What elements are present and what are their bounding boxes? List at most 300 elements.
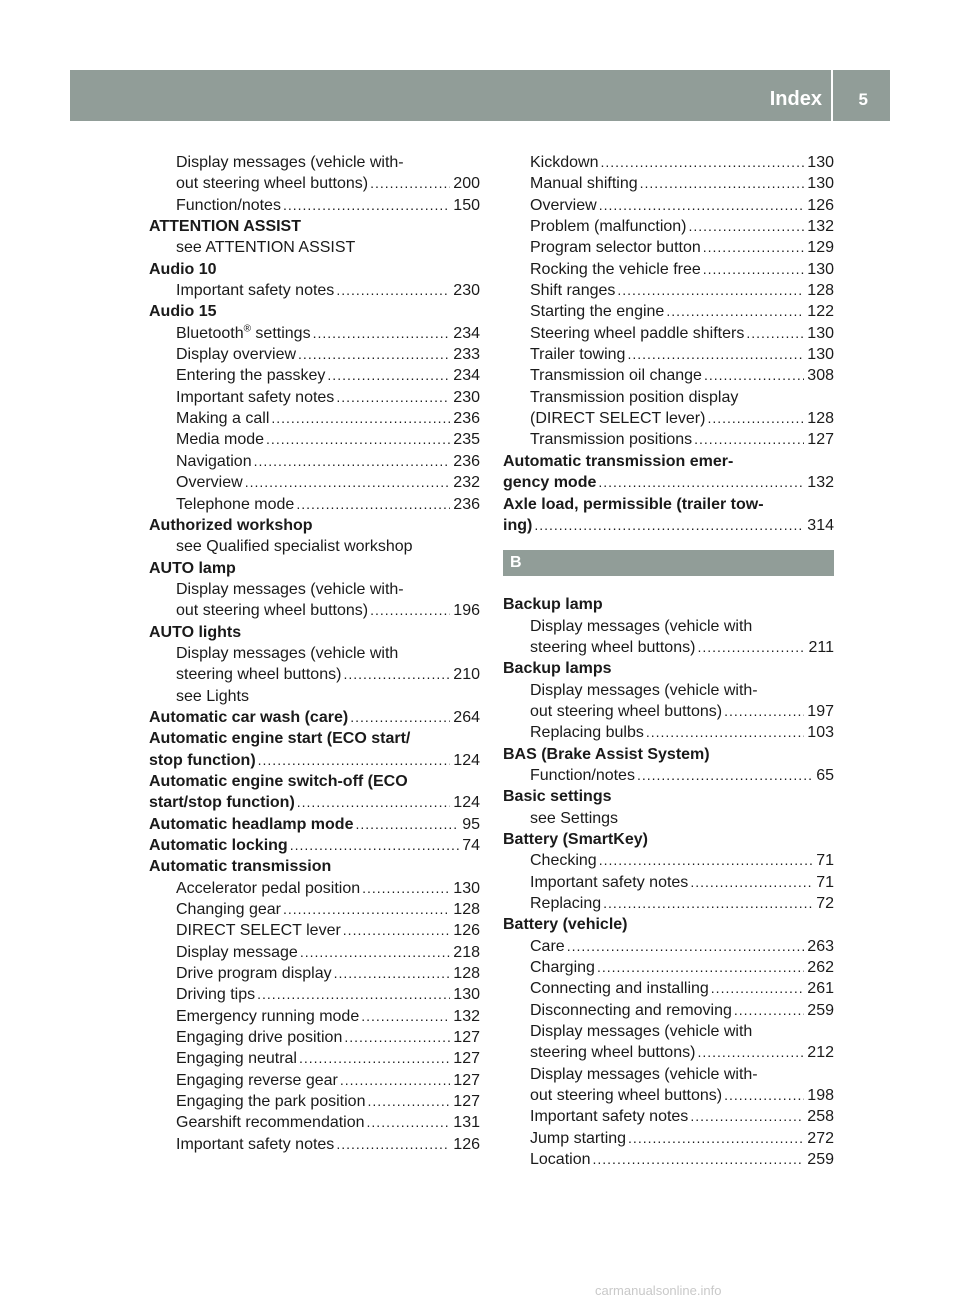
index-subentry bbox=[503, 344, 834, 365]
entry-label: out steering wheel buttons) bbox=[530, 702, 723, 720]
index-entry bbox=[149, 728, 480, 749]
entry-label: Steering wheel paddle shifters bbox=[530, 324, 745, 342]
entry-label: Care bbox=[530, 937, 565, 955]
entry-label: Connecting and installing bbox=[530, 980, 709, 998]
index-subentry bbox=[503, 301, 834, 322]
entry-label: Display messages (vehicle with- bbox=[530, 681, 758, 699]
page-reference: 130 bbox=[807, 175, 834, 193]
index-subentry bbox=[503, 173, 834, 194]
dot-leader bbox=[297, 792, 451, 813]
entry-label: AUTO lights bbox=[149, 623, 242, 641]
dot-leader bbox=[370, 600, 450, 621]
entry-label: Overview bbox=[530, 196, 597, 214]
page-title: Index bbox=[769, 88, 822, 110]
index-subentry bbox=[503, 152, 834, 173]
dot-leader bbox=[689, 216, 805, 237]
dot-leader bbox=[666, 301, 804, 322]
index-subentry bbox=[503, 637, 834, 658]
registered-mark: ® bbox=[243, 323, 251, 335]
index-subentry bbox=[149, 686, 480, 707]
entry-label: see Qualified specialist workshop bbox=[176, 538, 413, 556]
dot-leader bbox=[299, 1048, 450, 1069]
index-subentry bbox=[149, 429, 480, 450]
page-reference: 198 bbox=[807, 1087, 834, 1105]
index-subentry bbox=[503, 957, 834, 978]
index-subentry bbox=[503, 680, 834, 701]
index-column-right bbox=[503, 152, 834, 1170]
index-subentry bbox=[503, 978, 834, 999]
entry-label: Important safety notes bbox=[176, 388, 335, 406]
entry-label: Engaging neutral bbox=[176, 1050, 297, 1068]
entry-label: Transmission positions bbox=[530, 431, 693, 449]
dot-leader bbox=[707, 408, 804, 429]
index-entry bbox=[503, 472, 834, 493]
dot-leader bbox=[599, 850, 814, 871]
page-reference: 130 bbox=[807, 324, 834, 342]
page-reference: 126 bbox=[807, 196, 834, 214]
index-subentry bbox=[149, 899, 480, 920]
index-entry bbox=[149, 558, 480, 579]
dot-leader bbox=[598, 472, 804, 493]
index-entry bbox=[149, 515, 480, 536]
page-reference: 259 bbox=[807, 1001, 834, 1019]
index-entry bbox=[503, 451, 834, 472]
index-entry bbox=[149, 707, 480, 728]
page-reference: 261 bbox=[807, 980, 834, 998]
index-subentry bbox=[149, 173, 480, 194]
entry-label: Driving tips bbox=[176, 986, 256, 1004]
dot-leader bbox=[361, 1006, 450, 1027]
page-reference: 71 bbox=[816, 873, 834, 891]
entry-label: Automatic headlamp mode bbox=[149, 815, 354, 833]
index-subentry bbox=[149, 579, 480, 600]
entry-label: see Lights bbox=[176, 687, 249, 705]
index-subentry bbox=[503, 1149, 834, 1170]
entry-label: Display messages (vehicle with- bbox=[530, 1065, 758, 1083]
dot-leader bbox=[283, 899, 450, 920]
entry-label: Engaging reverse gear bbox=[176, 1071, 338, 1089]
index-entry bbox=[503, 786, 834, 807]
index-column-left bbox=[149, 152, 480, 1155]
entry-label: Display messages (vehicle with bbox=[530, 617, 753, 635]
index-subentry bbox=[503, 765, 834, 786]
entry-label-text: settings bbox=[250, 324, 311, 342]
dot-leader bbox=[597, 957, 804, 978]
index-entries-a-continued bbox=[503, 152, 834, 536]
dot-leader bbox=[734, 1000, 804, 1021]
dot-leader bbox=[266, 429, 450, 450]
entry-label: Program selector button bbox=[530, 239, 701, 257]
page-reference: 130 bbox=[807, 260, 834, 278]
index-subentry bbox=[503, 408, 834, 429]
dot-leader bbox=[567, 936, 805, 957]
index-subentry bbox=[503, 1021, 834, 1042]
dot-leader bbox=[257, 984, 450, 1005]
index-subentry bbox=[149, 472, 480, 493]
page-reference: 127 bbox=[453, 1071, 480, 1089]
index-entry bbox=[149, 792, 480, 813]
dot-leader bbox=[300, 942, 450, 963]
index-entry bbox=[503, 658, 834, 679]
entry-label: Function/notes bbox=[530, 766, 635, 784]
index-subentry bbox=[149, 387, 480, 408]
index-entry bbox=[503, 914, 834, 935]
page-reference: 272 bbox=[807, 1129, 834, 1147]
index-subentry bbox=[149, 1027, 480, 1048]
dot-leader bbox=[271, 408, 450, 429]
entry-label: start/stop function) bbox=[149, 794, 295, 812]
dot-leader bbox=[334, 963, 451, 984]
index-subentry bbox=[149, 536, 480, 557]
page-reference: 130 bbox=[453, 879, 480, 897]
entry-label: Navigation bbox=[176, 452, 252, 470]
dot-leader bbox=[703, 237, 805, 258]
dot-leader bbox=[697, 1042, 804, 1063]
page-reference: 236 bbox=[453, 452, 480, 470]
entry-label: Media mode bbox=[176, 431, 265, 449]
dot-leader bbox=[640, 173, 805, 194]
index-entry bbox=[503, 744, 834, 765]
index-subentry bbox=[149, 1134, 480, 1155]
page-reference: 95 bbox=[462, 815, 480, 833]
index-subentry bbox=[503, 1085, 834, 1106]
dot-leader bbox=[617, 280, 804, 301]
dot-leader bbox=[298, 344, 450, 365]
entry-label: Backup lamp bbox=[503, 596, 603, 614]
dot-leader bbox=[340, 1070, 450, 1091]
page-reference: 150 bbox=[453, 196, 480, 214]
dot-leader bbox=[336, 1134, 450, 1155]
index-subentry bbox=[149, 344, 480, 365]
index-entry bbox=[503, 494, 834, 515]
entry-label: Transmission oil change bbox=[530, 367, 702, 385]
entry-label: Display messages (vehicle with bbox=[176, 644, 399, 662]
index-entry bbox=[149, 622, 480, 643]
index-subentry bbox=[149, 664, 480, 685]
index-subentry bbox=[149, 942, 480, 963]
index-subentry bbox=[503, 850, 834, 871]
index-entry bbox=[149, 835, 480, 856]
entry-label: see ATTENTION ASSIST bbox=[176, 239, 356, 257]
page-reference: 126 bbox=[453, 1135, 480, 1153]
index-entry bbox=[149, 259, 480, 280]
page-reference: 211 bbox=[808, 638, 834, 656]
index-subentry bbox=[149, 963, 480, 984]
index-subentry bbox=[149, 408, 480, 429]
entry-label: Display messages (vehicle with bbox=[530, 1023, 753, 1041]
page-reference: 132 bbox=[807, 474, 834, 492]
entry-label: Starting the engine bbox=[530, 303, 665, 321]
entry-label: Basic settings bbox=[503, 788, 612, 806]
page-reference: 129 bbox=[807, 239, 834, 257]
entry-label: Emergency running mode bbox=[176, 1007, 360, 1025]
index-subentry bbox=[149, 1006, 480, 1027]
index-subentry bbox=[149, 152, 480, 173]
index-subentry bbox=[503, 616, 834, 637]
entry-label: Drive program display bbox=[176, 965, 332, 983]
page-reference: 218 bbox=[453, 943, 480, 961]
dot-leader bbox=[290, 835, 460, 856]
entry-label: Battery (SmartKey) bbox=[503, 830, 648, 848]
page-reference: 72 bbox=[816, 895, 834, 912]
page-reference: 262 bbox=[807, 959, 834, 977]
entry-label: Automatic car wash (care) bbox=[149, 708, 349, 726]
entry-label: Important safety notes bbox=[530, 1108, 689, 1126]
dot-leader bbox=[355, 814, 459, 835]
page-reference: 234 bbox=[453, 367, 480, 385]
index-entry bbox=[149, 216, 480, 237]
index-subentry bbox=[503, 259, 834, 280]
index-subentry bbox=[503, 323, 834, 344]
entry-label: ATTENTION ASSIST bbox=[149, 218, 301, 236]
dot-leader bbox=[724, 1085, 804, 1106]
entry-label: Display messages (vehicle with- bbox=[176, 154, 404, 171]
entry-label: Automatic transmission emer- bbox=[503, 452, 734, 470]
dot-leader bbox=[599, 195, 805, 216]
page-reference: 127 bbox=[453, 1029, 480, 1047]
index-subentry bbox=[503, 1042, 834, 1063]
index-subentry bbox=[149, 600, 480, 621]
dot-leader bbox=[343, 920, 451, 941]
page-reference: 258 bbox=[807, 1108, 834, 1126]
index-subentry bbox=[503, 872, 834, 893]
entry-label: steering wheel buttons) bbox=[530, 1044, 696, 1062]
entry-label: Trailer towing bbox=[530, 346, 626, 364]
page-reference: 71 bbox=[816, 852, 834, 870]
dot-leader bbox=[690, 1106, 804, 1127]
entry-label: Important safety notes bbox=[176, 1135, 335, 1153]
entry-label: steering wheel buttons) bbox=[530, 638, 696, 656]
dot-leader bbox=[370, 173, 450, 194]
section-letter: B bbox=[510, 554, 522, 572]
dot-leader bbox=[697, 637, 805, 658]
index-subentry bbox=[149, 643, 480, 664]
dot-leader bbox=[593, 1149, 805, 1170]
page-reference: 128 bbox=[807, 410, 834, 428]
entry-label: Jump starting bbox=[530, 1129, 627, 1147]
index-entry bbox=[149, 771, 480, 792]
index-subentry bbox=[149, 237, 480, 258]
index-subentry bbox=[149, 280, 480, 301]
entry-label: Axle load, permissible (trailer tow- bbox=[503, 495, 764, 513]
entry-label: DIRECT SELECT lever bbox=[176, 922, 341, 940]
page-reference: 127 bbox=[453, 1050, 480, 1068]
entry-label: Function/notes bbox=[176, 196, 281, 214]
entry-label: (DIRECT SELECT lever) bbox=[530, 410, 706, 428]
entry-label: Gearshift recommendation bbox=[176, 1114, 365, 1132]
index-subentry bbox=[149, 1048, 480, 1069]
page-reference: 263 bbox=[807, 937, 834, 955]
page-reference: 314 bbox=[807, 516, 834, 534]
page-reference: 132 bbox=[453, 1007, 480, 1025]
dot-leader bbox=[362, 878, 450, 899]
entry-label: stop function) bbox=[149, 751, 256, 769]
index-subentry bbox=[503, 1064, 834, 1085]
index-subentry bbox=[503, 387, 834, 408]
entry-label bbox=[176, 323, 311, 344]
entry-label: BAS (Brake Assist System) bbox=[503, 745, 710, 763]
entry-label: Automatic engine start (ECO start/ bbox=[149, 730, 411, 748]
page-reference: 235 bbox=[453, 431, 480, 449]
page-reference: 236 bbox=[453, 410, 480, 428]
entry-label: out steering wheel buttons) bbox=[530, 1087, 723, 1105]
page-reference: 131 bbox=[453, 1114, 480, 1132]
index-subentry bbox=[503, 1000, 834, 1021]
page-reference: 200 bbox=[453, 175, 480, 193]
dot-leader bbox=[336, 387, 450, 408]
entry-label: Disconnecting and removing bbox=[530, 1001, 732, 1019]
header-divider bbox=[831, 70, 833, 121]
index-entry bbox=[503, 594, 834, 615]
entry-label: Display overview bbox=[176, 346, 297, 364]
entry-label: Accelerator pedal position bbox=[176, 879, 361, 897]
entry-label: Automatic engine switch-off (ECO bbox=[149, 772, 408, 790]
page-reference: 233 bbox=[453, 346, 480, 364]
page-reference: 124 bbox=[453, 794, 480, 812]
index-entry bbox=[149, 814, 480, 835]
entry-label: Important safety notes bbox=[176, 282, 335, 300]
entry-label: Shift ranges bbox=[530, 282, 616, 300]
page-reference: 122 bbox=[807, 303, 834, 321]
entry-label: Manual shifting bbox=[530, 175, 638, 193]
index-subentry bbox=[149, 878, 480, 899]
entry-label: AUTO lamp bbox=[149, 559, 236, 577]
index-subentry bbox=[503, 808, 834, 829]
page-number: 5 bbox=[858, 90, 868, 109]
dot-leader bbox=[313, 323, 451, 344]
index-entries-b bbox=[503, 594, 834, 1170]
dot-leader bbox=[603, 893, 813, 914]
index-subentry bbox=[149, 494, 480, 515]
page-reference: 103 bbox=[807, 724, 834, 742]
index-entry bbox=[149, 856, 480, 877]
entry-label: Problem (malfunction) bbox=[530, 218, 687, 236]
page-reference: 308 bbox=[807, 367, 834, 385]
page-reference: 210 bbox=[453, 666, 480, 684]
page-reference: 127 bbox=[807, 431, 834, 449]
index-subentry bbox=[149, 451, 480, 472]
dot-leader bbox=[746, 323, 804, 344]
entry-label: Authorized workshop bbox=[149, 516, 313, 534]
entry-label: Changing gear bbox=[176, 901, 281, 919]
index-subentry bbox=[503, 701, 834, 722]
entry-label: steering wheel buttons) bbox=[176, 666, 342, 684]
index-subentry bbox=[503, 429, 834, 450]
entry-label: ing) bbox=[503, 516, 533, 534]
entry-label: see Settings bbox=[530, 809, 619, 827]
dot-leader bbox=[724, 701, 804, 722]
index-entry bbox=[503, 829, 834, 850]
entry-label: Overview bbox=[176, 474, 243, 492]
index-subentry bbox=[503, 280, 834, 301]
page-reference: 236 bbox=[453, 495, 480, 513]
entry-label: Transmission position display bbox=[530, 388, 739, 406]
index-subentry bbox=[149, 195, 480, 216]
dot-leader bbox=[711, 978, 805, 999]
page-reference: 130 bbox=[453, 986, 480, 1004]
dot-leader bbox=[703, 259, 805, 280]
entry-label: Audio 10 bbox=[149, 260, 217, 278]
page-reference: 65 bbox=[816, 766, 834, 784]
entry-label: Making a call bbox=[176, 410, 270, 428]
dot-leader bbox=[628, 1128, 804, 1149]
dot-leader bbox=[627, 344, 804, 365]
page-header bbox=[70, 70, 890, 121]
index-subentry bbox=[149, 984, 480, 1005]
index-subentry bbox=[149, 1091, 480, 1112]
index-subentry bbox=[503, 722, 834, 743]
index-subentry bbox=[503, 195, 834, 216]
section-header-b bbox=[503, 550, 834, 576]
dot-leader bbox=[600, 152, 804, 173]
entry-label: Replacing bulbs bbox=[530, 724, 644, 742]
entry-label: Automatic locking bbox=[149, 837, 288, 854]
entry-label: Entering the passkey bbox=[176, 367, 326, 385]
page-reference: 130 bbox=[807, 346, 834, 364]
dot-leader bbox=[258, 750, 451, 771]
entry-label: Replacing bbox=[530, 895, 602, 912]
dot-leader bbox=[254, 451, 451, 472]
dot-leader bbox=[343, 664, 450, 685]
page-reference: 128 bbox=[453, 901, 480, 919]
dot-leader bbox=[350, 707, 450, 728]
page-reference: 126 bbox=[453, 922, 480, 940]
entry-label: Engaging drive position bbox=[176, 1029, 343, 1047]
index-subentry bbox=[503, 365, 834, 386]
entry-label: Telephone mode bbox=[176, 495, 295, 513]
dot-leader bbox=[367, 1112, 451, 1133]
index-subentry bbox=[503, 1106, 834, 1127]
dot-leader bbox=[704, 365, 804, 386]
page-reference: 234 bbox=[453, 324, 480, 342]
page-reference: 127 bbox=[453, 1093, 480, 1111]
page-reference: 232 bbox=[453, 474, 480, 492]
entry-label: Important safety notes bbox=[530, 873, 689, 891]
page-reference: 196 bbox=[453, 602, 480, 620]
page-reference: 230 bbox=[453, 388, 480, 406]
entry-label-text: Bluetooth bbox=[176, 324, 244, 342]
entry-label: Display message bbox=[176, 943, 298, 961]
page-reference: 128 bbox=[453, 965, 480, 983]
index-entry bbox=[149, 750, 480, 771]
dot-leader bbox=[367, 1091, 450, 1112]
index-subentry bbox=[503, 893, 834, 914]
entry-label: Audio 15 bbox=[149, 303, 217, 321]
entry-label: Location bbox=[530, 1151, 591, 1169]
dot-leader bbox=[336, 280, 450, 301]
page-reference: 264 bbox=[453, 708, 480, 726]
page-reference: 197 bbox=[807, 702, 834, 720]
page-reference: 259 bbox=[807, 1151, 834, 1169]
entry-label: Kickdown bbox=[530, 154, 599, 171]
index-subentry bbox=[149, 1112, 480, 1133]
dot-leader bbox=[534, 515, 804, 536]
page-reference: 74 bbox=[462, 837, 480, 854]
page-reference: 212 bbox=[807, 1044, 834, 1062]
dot-leader bbox=[694, 429, 804, 450]
index-entry bbox=[149, 301, 480, 322]
index-subentry bbox=[149, 1070, 480, 1091]
page-reference: 132 bbox=[807, 218, 834, 236]
dot-leader bbox=[344, 1027, 450, 1048]
index-subentry bbox=[503, 237, 834, 258]
dot-leader bbox=[283, 195, 450, 216]
index-subentry bbox=[503, 936, 834, 957]
dot-leader bbox=[245, 472, 451, 493]
entry-label: Display messages (vehicle with- bbox=[176, 580, 404, 598]
entry-label: Checking bbox=[530, 852, 597, 870]
entry-label: Engaging the park position bbox=[176, 1093, 366, 1111]
